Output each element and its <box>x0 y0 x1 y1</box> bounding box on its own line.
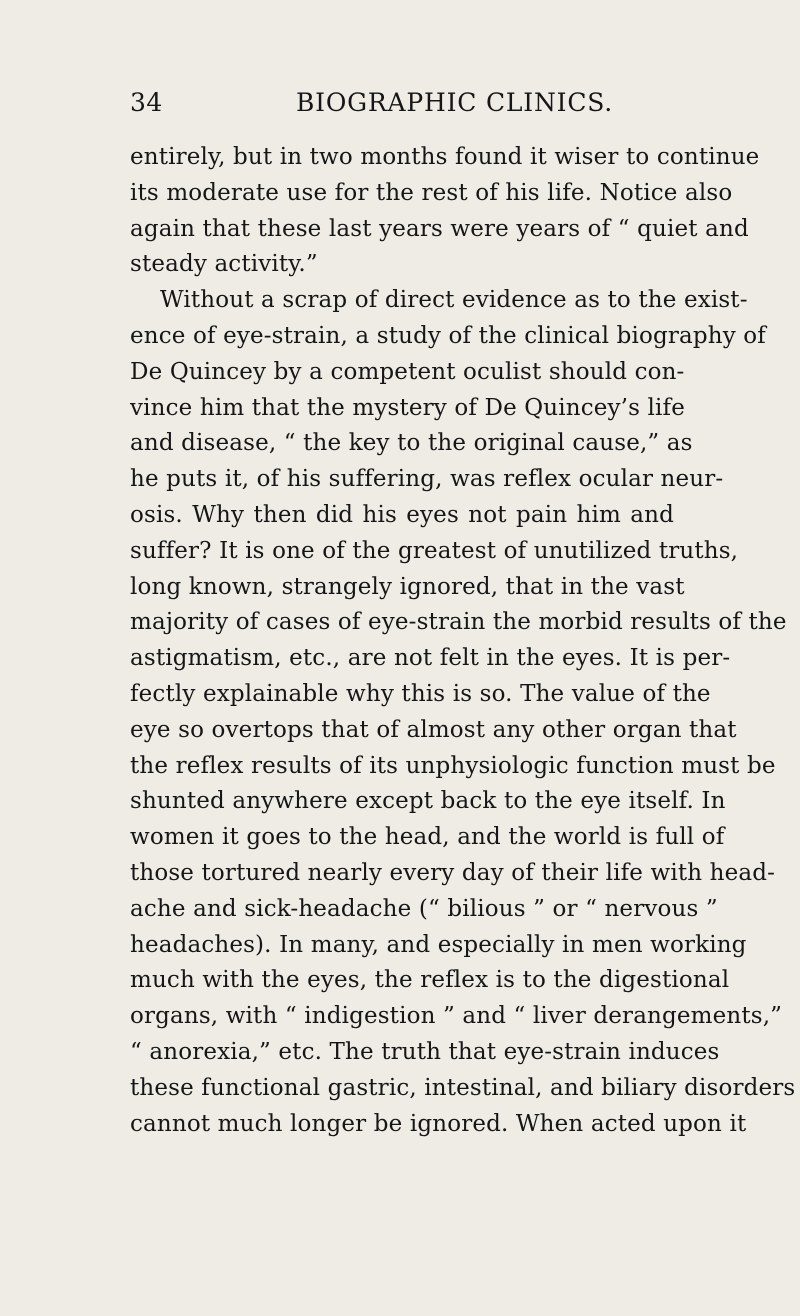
text-line: shunted anywhere except back to the eye itself. In <box>130 788 726 815</box>
text-line: the reflex results of its unphysiologic function must be <box>130 752 776 779</box>
text-line: suffer? It is one of the greatest of unutilized truths, <box>130 537 739 564</box>
text-line: entirely, but in two months found it wiser to continue <box>130 144 760 170</box>
text-line: long known, strangely ignored, that in the vast <box>130 573 685 600</box>
text-line: he puts it, of his suffering, was reflex ocular neur- <box>130 466 724 493</box>
text-line: its moderate use for the rest of his life. Notice also <box>130 179 733 206</box>
page-number: 34 <box>130 88 163 117</box>
paragraph-first-line: Without a scrap of direct evidence as to the exist- <box>160 287 748 314</box>
running-title: BIOGRAPHIC CLINICS. <box>296 88 614 117</box>
text-line: fectly explainable why this is so. The value of the <box>130 680 711 707</box>
text-line: headaches). In many, and especially in men working <box>130 931 747 958</box>
text-line: osis. Why then did his eyes not pain him and <box>130 501 674 528</box>
text-line: and disease, “ the key to the original cause,” as <box>130 430 693 457</box>
text-line: “ anorexia,” etc. The truth that eye-strain induces <box>130 1038 720 1065</box>
text-line: De Quincey by a competent oculist should con- <box>130 358 685 385</box>
text-line: astigmatism, etc., are not felt in the eyes. It is per- <box>130 645 731 672</box>
text-line: these functional gastric, intestinal, and biliary disorders <box>130 1074 796 1101</box>
text-line: vince him that the mystery of De Quincey’s life <box>130 394 685 421</box>
text-line: ence of eye-strain, a study of the clinical biography of <box>130 322 766 349</box>
text-line: majority of cases of eye-strain the morbid results of the <box>130 609 787 636</box>
text-line: those tortured nearly every day of their life with head- <box>130 859 776 886</box>
text-line: eye so overtops that of almost any other organ that <box>130 716 737 743</box>
text-line: organs, with “ indigestion ” and “ liver derangements,” <box>130 1003 783 1030</box>
body-text <box>130 140 796 1142</box>
text-line: again that these last years were years of “ quiet and <box>130 215 749 242</box>
text-line: much with the eyes, the reflex is to the digestional <box>130 967 730 994</box>
text-line: women it goes to the head, and the world is full of <box>130 824 725 851</box>
text-line: ache and sick-headache (“ bilious ” or “ nervous ” <box>130 895 718 922</box>
page-header <box>130 88 674 122</box>
text-line: steady activity.” <box>130 251 318 278</box>
text-line: cannot much longer be ignored. When acted upon it <box>130 1110 747 1137</box>
